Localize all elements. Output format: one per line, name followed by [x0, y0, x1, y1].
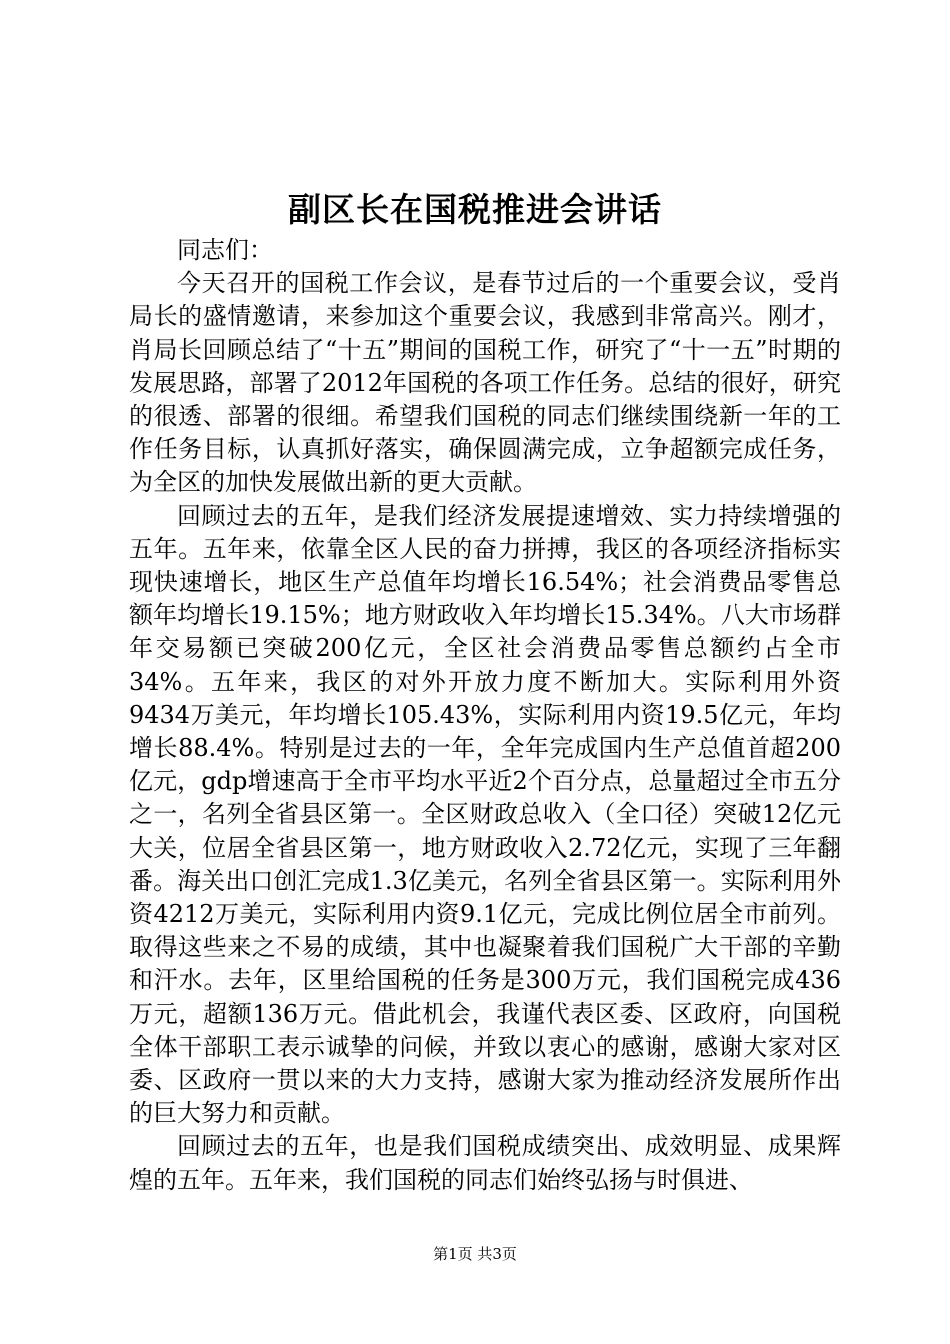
document-body [129, 234, 841, 1197]
body-paragraph: 回顾过去的五年，也是我们国税成绩突出、成效明显、成果辉煌的五年。五年来，我们国税的同志们始终弘扬与时俱进、 [129, 1132, 841, 1194]
page-footer: 第1页 共3页 [433, 1245, 517, 1263]
salutation-paragraph: 同志们： [177, 236, 273, 264]
body-paragraph: 今天召开的国税工作会议，是春节过后的一个重要会议，受肖局长的盛情邀请，来参加这个重要会议，我感到非常高兴。刚才，肖局长回顾总结了“十五”期间的国税工作，研究了“十一五”时期的发展思路，部署了2012年国税的各项工作任务。总结的很好，研究的很透、部署的很细。希望我们国税的同志们继续围绕新一年的工作任务目标，认真抓好落实，确保圆满完成，立争超额完成任务，为全区的加快发展做出新的更大贡献。 [129, 269, 841, 497]
body-paragraph: 回顾过去的五年，是我们经济发展提速增效、实力持续增强的五年。五年来，依靠全区人民的奋力拼搏，我区的各项经济指标实现快速增长，地区生产总值年均增长16.54%；社会消费品零售总额年均增长19.15%；地方财政收入年均增长15.34%。八大市场群年交易额已突破200亿元，全区社会消费品零售总额约占全市34%。五年来，我区的对外开放力度不断加大。实际利用外资9434万美元，年均增长105.43%，实际利用内资19.5亿元，年均增长88.4%。特别是过去的一年，全年完成国内生产总值首超200亿元，gdp增速高于全市平均水平近2个百分点，总量超过全市五分之一，名列全省县区第一。全区财政总收入（全口径）突破12亿元大关，位居全省县区第一，地方财政收入2.72亿元，实现了三年翻番。海关出口创汇完成1.3亿美元，名列全省县区第一。实际利用外资4212万美元，实际利用内资9.1亿元，完成比例位居全市前列。取得这些来之不易的成绩，其中也凝聚着我们国税广大干部的辛勤和汗水。去年，区里给国税的任务是300万元，我们国税完成436万元，超额136万元。借此机会，我谨代表区委、区政府，向国税全体干部职工表示诚挚的问候，并致以衷心的感谢，感谢大家对区委、区政府一贯以来的大力支持，感谢大家为推动经济发展所作出的巨大努力和贡献。 [129, 501, 841, 1128]
document-title: 副区长在国税推进会讲话 [288, 190, 662, 229]
